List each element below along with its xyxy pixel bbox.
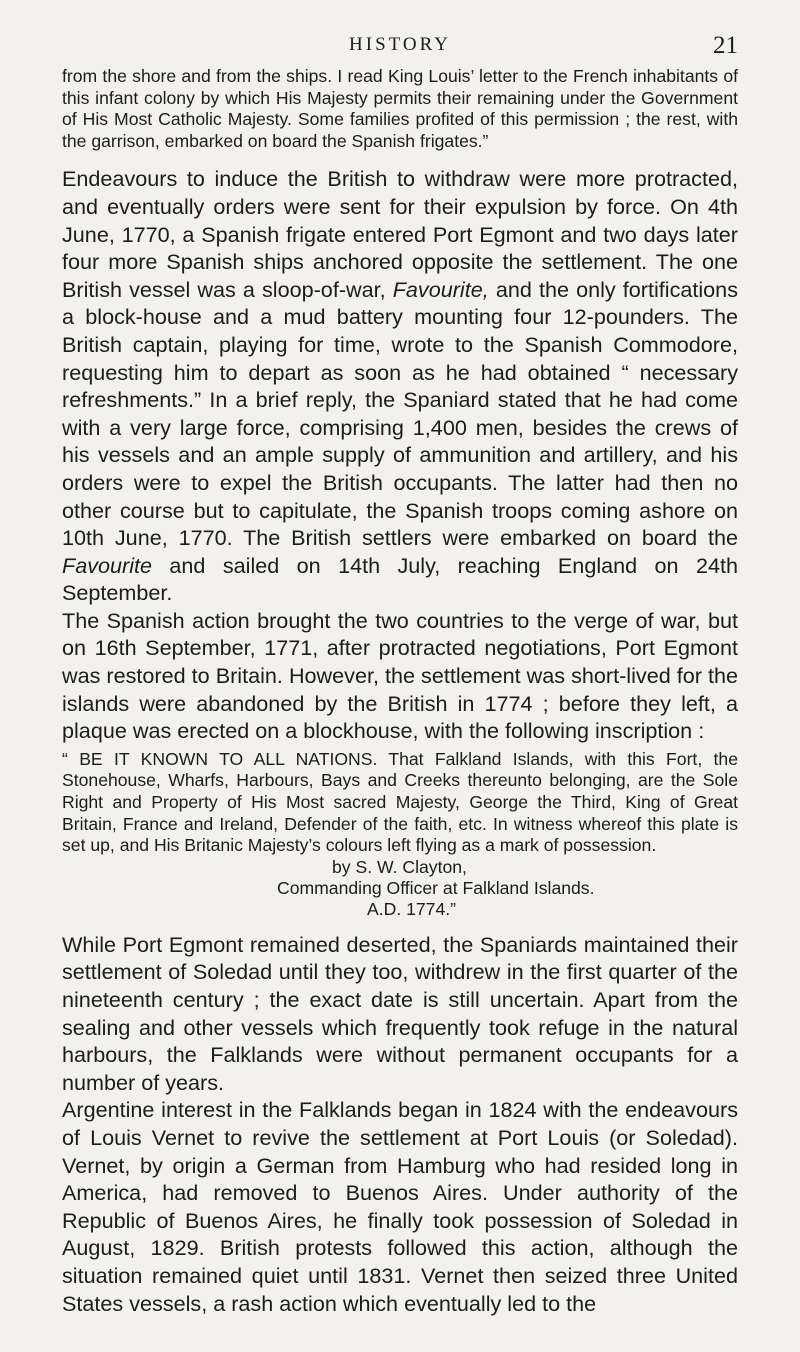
quote-block: from the shore and from the ships. I read King Louis’ letter to the French inhabitants of this infant colony by which His Majesty permits their remaining under the Government of His Most Catholic Majesty. Some families profited of this permission ; the rest, with the garrison, embarked on board the Spanish frigates.” xyxy=(62,66,738,151)
ship-name-favourite-2: Favourite xyxy=(62,552,153,578)
inscription-text: “ BE IT KNOWN TO ALL NATIONS. That Falkland Islands, with this Fort, the Stonehouse, Wharfs, Harbours, Bays and Creeks thereunto belonging, are the Sole Right and Property of His Most sacred Majesty, George the Third, King of Great Britain, France and Ireland, Defender of the faith, etc. In witness whereof this plate is set up, and His Britanic Majesty’s colours left flying as a mark of possession. xyxy=(62,748,738,856)
paragraph-expulsion-part-2: and the only fortifications a block-house and a mud battery mounting four 12-pounders. The British captain, playing for time, wrote to the Spanish Commodore, requesting him to depart as soon as he had obtained “ necessary refreshments.” In a brief reply, the Spaniard stated that he had come with a very large force, comprising 1,400 men, besides the crews of his vessels and an ample supply of ammunition and artillery, and his orders were to expel the British occupants. The latter had then no other course but to capitulate, the Spanish troops coming ashore on 10th June, 1770. The British settlers were embarked on board the xyxy=(62,276,738,551)
body-text-section-1 xyxy=(62,165,738,744)
paragraph-restoration: The Spanish action brought the two countries to the verge of war, but on 16th September, 1771, after protracted negotiations, Port Egmont was restored to Britain. However, the settlement was short-lived for the islands were abandoned by the British in 1774 ; before they left, a plaque was erected on a blockhouse, with the following inscription : xyxy=(62,607,738,744)
body-text-section-2 xyxy=(62,931,738,1317)
inscription-signature xyxy=(62,857,738,920)
signature-name: by S. W. Clayton, xyxy=(332,856,467,877)
ship-name-favourite-1: Favourite, xyxy=(392,276,489,302)
running-title: HISTORY xyxy=(349,34,451,55)
paragraph-argentine-interest: Argentine interest in the Falklands began in 1824 with the endeavours of Louis Vernet to revive the settlement at Port Louis (or Soledad). Vernet, by origin a German from Hamburg who had resided long in America, had removed to Buenos Aires. Under authority of the Republic of Buenos Aires, he finally took possession of Soledad in August, 1829. British protests followed this action, although the situation remained quiet until 1831. Vernet then seized three United States vessels, a rash action which eventually led to the xyxy=(62,1097,738,1316)
paragraph-expulsion-part-3: and sailed on 14th July, reaching England on 24th September. xyxy=(62,552,738,606)
paragraph-expulsion-part-1: Endeavours to induce the British to withdraw were more protracted, and eventually orders were sent for their expulsion by force. On 4th June, 1770, a Spanish frigate entered Port Egmont and two days later four more Spanish ships anchored opposite the settlement. The one British vessel was a sloop-of-war, xyxy=(62,166,738,302)
page-number: 21 xyxy=(713,32,738,59)
paragraph-expulsion xyxy=(62,165,738,607)
signature-title: Commanding Officer at Falkland Islands. xyxy=(277,877,595,898)
paragraph-soledad: While Port Egmont remained deserted, the Spaniards maintained their settlement of Soledad until they too, withdrew in the first quarter of the nineteenth century ; the exact date is still uncertain. Apart from the sealing and other vessels which frequently took refuge in the natural harbours, the Falklands were without permanent occupants for a number of years. xyxy=(62,931,738,1095)
running-head xyxy=(62,34,738,62)
signature-date: A.D. 1774.” xyxy=(367,898,456,919)
